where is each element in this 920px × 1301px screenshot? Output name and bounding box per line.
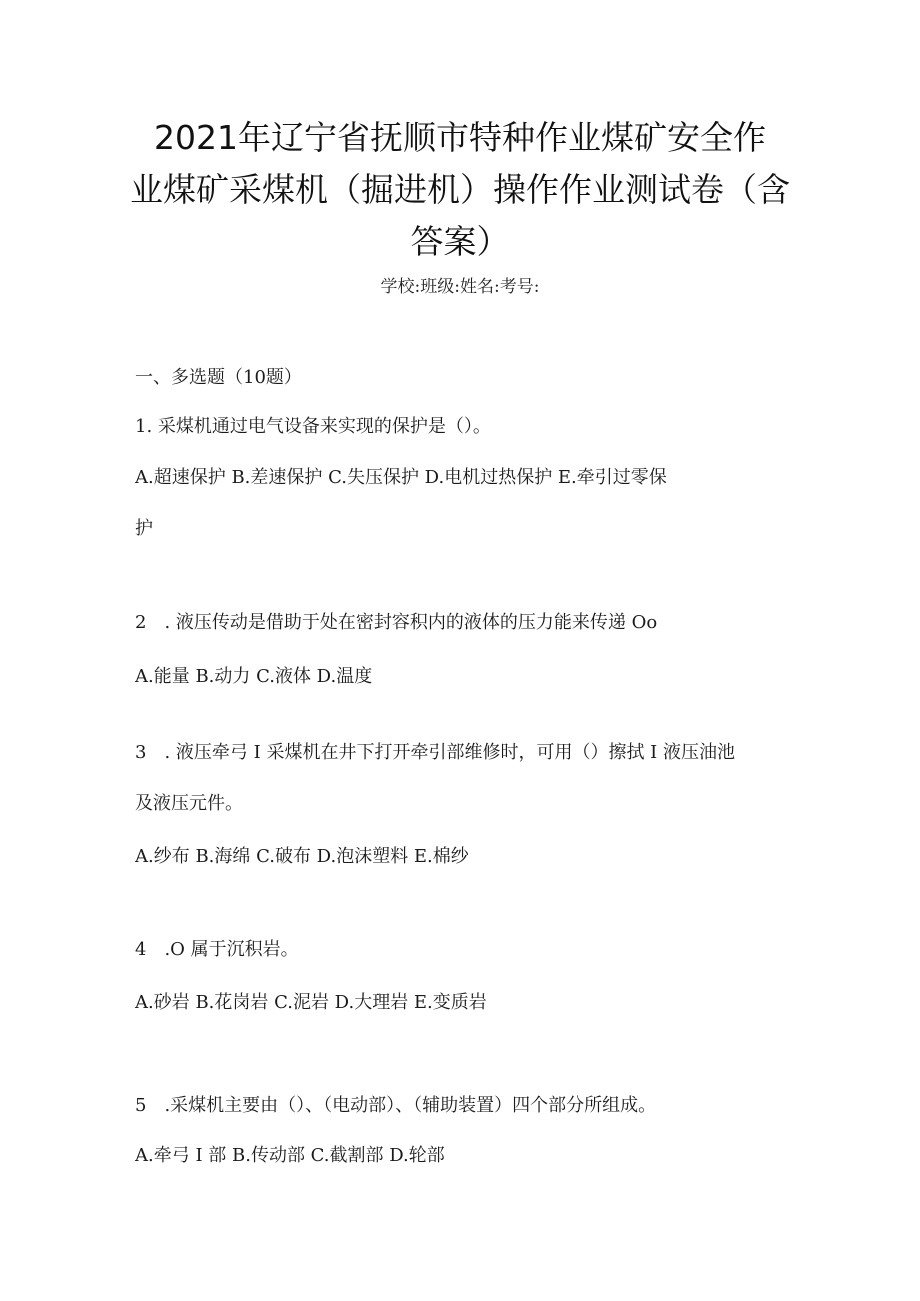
question-5-options: A.牵弓 I 部 B.传动部 C.截割部 D.轮部	[135, 1145, 445, 1166]
title-line-1: 2021年辽宁省抚顺市特种作业煤矿安全作	[154, 118, 766, 157]
question-1-options-cont: 护	[135, 518, 153, 539]
section-heading: 一、多选题（10题）	[135, 367, 302, 388]
title-line-2: 业煤矿采煤机（掘进机）操作作业测试卷（含	[130, 170, 790, 209]
question-2-options: A.能量 B.动力 C.液体 D.温度	[135, 666, 373, 687]
question-3-options: A.纱布 B.海绵 C.破布 D.泡沫塑料 E.棉纱	[135, 846, 469, 867]
question-1-options: A.超速保护 B.差速保护 C.失压保护 D.电机过热保护 E.牵引过零保	[135, 467, 667, 488]
question-2-stem: 2 . 液压传动是借助于处在密封容积内的液体的压力能来传递 Oo	[135, 612, 658, 633]
title-line-3: 答案）	[410, 222, 510, 261]
question-3-stem: 3 . 液压牵弓 I 采煤机在井下打开牵引部维修时，可用（）擦拭 I 液压油池	[135, 742, 735, 763]
document-title	[120, 112, 800, 268]
question-1-stem: 1. 采煤机通过电气设备来实现的保护是（）。	[135, 416, 491, 437]
question-4-stem: 4 .O 属于沉积岩。	[135, 939, 299, 960]
question-4-options: A.砂岩 B.花岗岩 C.泥岩 D.大理岩 E.变质岩	[135, 992, 487, 1013]
question-3-stem-cont: 及液压元件。	[135, 793, 243, 814]
student-info-line: 学校:班级:姓名:考号:	[380, 277, 540, 297]
question-5-stem: 5 .采煤机主要由（）、（电动部）、（辅助装置）四个部分所组成。	[135, 1095, 657, 1116]
